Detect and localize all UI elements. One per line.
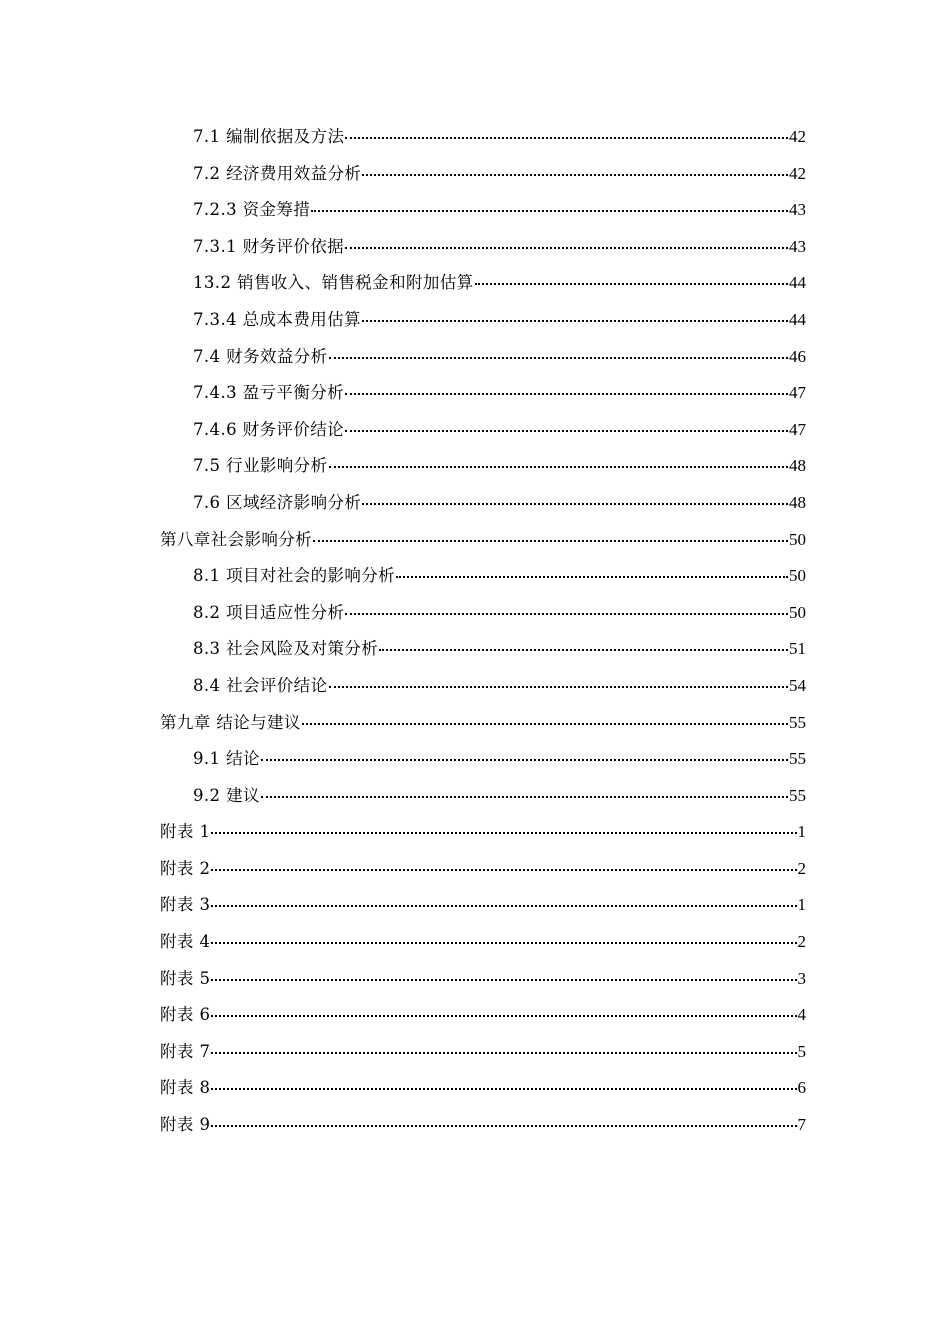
toc-entry[interactable] [160, 1070, 806, 1107]
toc-entry-title: 8.3 社会风险及对策分析 [193, 639, 379, 659]
toc-entry-title: 7.4.3 盈亏平衡分析 [193, 383, 345, 403]
toc-dot-leader [362, 173, 788, 176]
toc-dot-leader [345, 246, 788, 249]
toc-entry[interactable] [160, 595, 806, 632]
toc-entry-title: 附表 6 [160, 1005, 211, 1025]
toc-entry-page-number: 55 [789, 712, 806, 732]
toc-entry-page-number: 1 [797, 822, 806, 842]
toc-dot-leader [475, 282, 788, 285]
toc-entry-page-number: 1 [797, 895, 806, 915]
toc-entry-page-number: 43 [789, 236, 806, 256]
toc-entry-title: 附表 8 [160, 1078, 211, 1098]
toc-entry-title: 附表 9 [160, 1115, 211, 1135]
toc-entry-title: 附表 3 [160, 895, 211, 915]
toc-entry[interactable] [160, 924, 806, 961]
toc-entry-title: 7.2 经济费用效益分析 [193, 163, 362, 183]
toc-entry[interactable] [160, 961, 806, 998]
toc-entry-page-number: 48 [789, 492, 806, 512]
toc-entry-page-number: 44 [789, 273, 806, 293]
toc-entry[interactable] [160, 1034, 806, 1071]
toc-entry[interactable] [160, 705, 806, 742]
toc-entry[interactable] [160, 229, 806, 266]
toc-entry[interactable] [160, 302, 806, 339]
toc-dot-leader [345, 429, 788, 432]
toc-entry[interactable] [160, 668, 806, 705]
toc-dot-leader [211, 831, 796, 834]
toc-entry-title: 附表 1 [160, 822, 211, 842]
toc-dot-leader [211, 868, 796, 871]
toc-entry[interactable] [160, 631, 806, 668]
toc-entry[interactable] [160, 851, 806, 888]
toc-dot-leader [313, 539, 788, 542]
toc-dot-leader [261, 795, 788, 798]
toc-entry-page-number: 55 [789, 749, 806, 769]
toc-entry-title: 7.6 区域经济影响分析 [193, 492, 362, 512]
toc-dot-leader [329, 465, 789, 468]
toc-entry[interactable] [160, 412, 806, 449]
toc-dot-leader [329, 685, 789, 688]
toc-dot-leader [362, 502, 788, 505]
toc-entry-page-number: 50 [789, 566, 806, 586]
toc-entry-page-number: 5 [797, 1041, 806, 1061]
toc-entry-title: 第九章 结论与建议 [160, 712, 301, 732]
toc-entry-title: 第八章社会影响分析 [160, 529, 313, 549]
toc-entry[interactable] [160, 119, 806, 156]
toc-entry-page-number: 55 [789, 785, 806, 805]
toc-dot-leader [211, 941, 796, 944]
toc-entry-page-number: 2 [797, 858, 806, 878]
toc-entry-page-number: 2 [797, 932, 806, 952]
toc-entry-title: 7.1 编制依据及方法 [193, 127, 345, 146]
toc-entry-page-number: 54 [789, 675, 806, 695]
toc-entry-title: 8.2 项目适应性分析 [193, 602, 345, 622]
toc-entry-title: 13.2 销售收入、销售税金和附加估算 [193, 273, 474, 293]
toc-entry-page-number: 4 [797, 1005, 806, 1025]
toc-entry-title: 8.4 社会评价结论 [193, 675, 328, 695]
toc-entry-title: 8.1 项目对社会的影响分析 [193, 566, 396, 586]
toc-dot-leader [211, 978, 796, 981]
toc-dot-leader [261, 758, 788, 761]
toc-entry-title: 7.3.4 总成本费用估算 [193, 309, 361, 329]
toc-entry-title: 7.4 财务效益分析 [193, 346, 328, 366]
toc-entry[interactable] [160, 485, 806, 522]
toc-entry-title: 7.5 行业影响分析 [193, 456, 328, 476]
toc-dot-leader [302, 722, 788, 725]
toc-entry-page-number: 47 [789, 419, 806, 439]
toc-dot-leader [345, 392, 788, 395]
toc-dot-leader [396, 575, 788, 578]
toc-entry-title: 附表 7 [160, 1041, 211, 1061]
toc-entry[interactable] [160, 448, 806, 485]
toc-entry[interactable] [160, 192, 806, 229]
toc-entry[interactable] [160, 375, 806, 412]
toc-dot-leader [329, 356, 789, 359]
toc-entry-page-number: 48 [789, 456, 806, 476]
toc-entry-title: 附表 4 [160, 932, 211, 952]
toc-dot-leader [379, 648, 788, 651]
toc-entry-page-number: 42 [789, 163, 806, 183]
toc-entry-page-number: 51 [789, 639, 806, 659]
toc-dot-leader [211, 1087, 796, 1090]
toc-dot-leader [211, 1051, 796, 1054]
toc-entry-page-number: 44 [789, 309, 806, 329]
toc-dot-leader [311, 209, 788, 212]
toc-entry-page-number: 3 [797, 968, 806, 988]
toc-entry[interactable] [160, 741, 806, 778]
toc-entry-title: 7.2.3 资金筹措 [193, 200, 311, 220]
toc-entry-title: 7.4.6 财务评价结论 [193, 419, 345, 439]
toc-entry-title: 附表 5 [160, 968, 211, 988]
toc-dot-leader [345, 612, 788, 615]
toc-entry-title: 9.1 结论 [193, 749, 260, 769]
toc-entry[interactable] [160, 156, 806, 193]
toc-entry[interactable] [160, 558, 806, 595]
toc-entry[interactable] [160, 339, 806, 376]
toc-entry-page-number: 42 [789, 127, 806, 146]
toc-entry[interactable] [160, 778, 806, 815]
toc-entry[interactable] [160, 1107, 806, 1144]
table-of-contents [160, 119, 806, 1144]
toc-dot-leader [211, 1014, 796, 1017]
toc-entry-page-number: 47 [789, 383, 806, 403]
toc-entry-page-number: 50 [789, 602, 806, 622]
toc-entry[interactable] [160, 522, 806, 559]
toc-entry-page-number: 46 [789, 346, 806, 366]
toc-dot-leader [362, 319, 788, 322]
toc-entry-page-number: 6 [797, 1078, 806, 1098]
toc-entry-page-number: 7 [797, 1115, 806, 1135]
toc-entry[interactable] [160, 814, 806, 851]
toc-entry-page-number: 43 [789, 200, 806, 220]
toc-entry[interactable] [160, 887, 806, 924]
toc-dot-leader [211, 1124, 796, 1127]
toc-entry-page-number: 50 [789, 529, 806, 549]
toc-entry[interactable] [160, 265, 806, 302]
toc-entry-title: 9.2 建议 [193, 785, 260, 805]
toc-dot-leader [211, 904, 796, 907]
toc-entry[interactable] [160, 997, 806, 1034]
toc-entry-title: 附表 2 [160, 858, 211, 878]
toc-dot-leader [345, 136, 788, 139]
toc-entry-title: 7.3.1 财务评价依据 [193, 236, 345, 256]
